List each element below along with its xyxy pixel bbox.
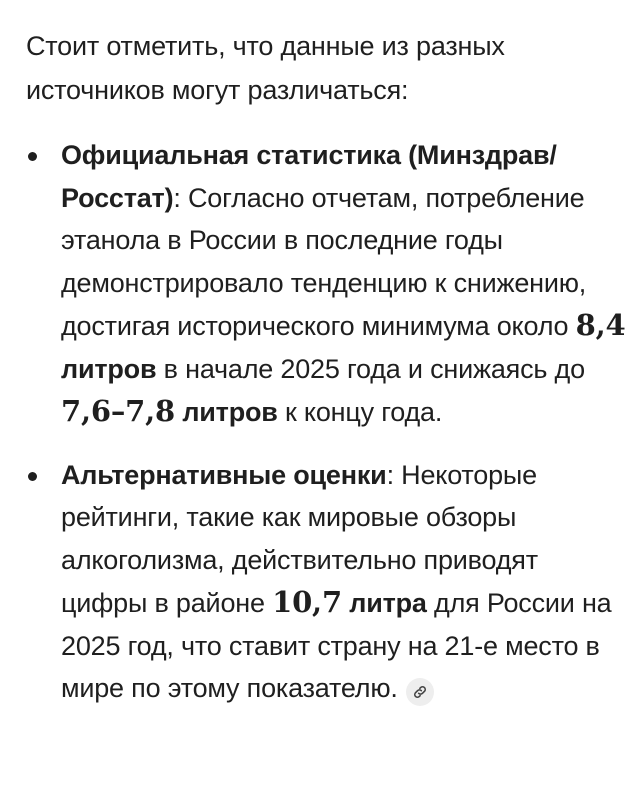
unit-label: литров	[175, 397, 278, 427]
bullet-text: Некоторые рейтинги, такие как мировые обзоры алкоголизма, действительно приводят цифры в районе	[61, 459, 538, 618]
bullet-colon: :	[173, 182, 181, 213]
bullet-text: Согласно отчетам, потребление этанола в России в последние годы демонстрировало тенденцию к снижению, достигая исторического минимума около	[61, 182, 587, 341]
link-icon	[412, 684, 428, 700]
math-value: 8,4	[575, 308, 626, 342]
bullet-text: для России на 2025 год, что ставит страну на 21-е место в мире по этому показателю.	[61, 588, 612, 703]
response-content	[26, 24, 626, 730]
unit-label: литра	[341, 588, 427, 618]
math-value: 10,7	[272, 585, 342, 619]
math-value: 7,6–7,8	[61, 394, 176, 428]
intro-paragraph: Стоит отметить, что данные из разных источников могут различаться:	[26, 31, 505, 105]
bullet-text: в начале 2025 года и снижаясь до	[156, 353, 585, 384]
bullet-title: Альтернативные оценки	[61, 459, 387, 490]
bullet-title: Официальная статистика (Минздрав/Росстат)	[61, 140, 557, 213]
source-link-button[interactable]	[406, 678, 434, 706]
bullet-dot	[28, 152, 37, 161]
unit-label: литров	[61, 353, 157, 384]
list-item-official-stats	[26, 134, 626, 434]
bullet-dot	[28, 472, 37, 481]
bullet-colon: :	[386, 459, 394, 490]
bullet-list	[26, 134, 626, 710]
list-item-alternative-estimates	[26, 454, 626, 710]
bullet-text: к концу года.	[277, 397, 443, 427]
